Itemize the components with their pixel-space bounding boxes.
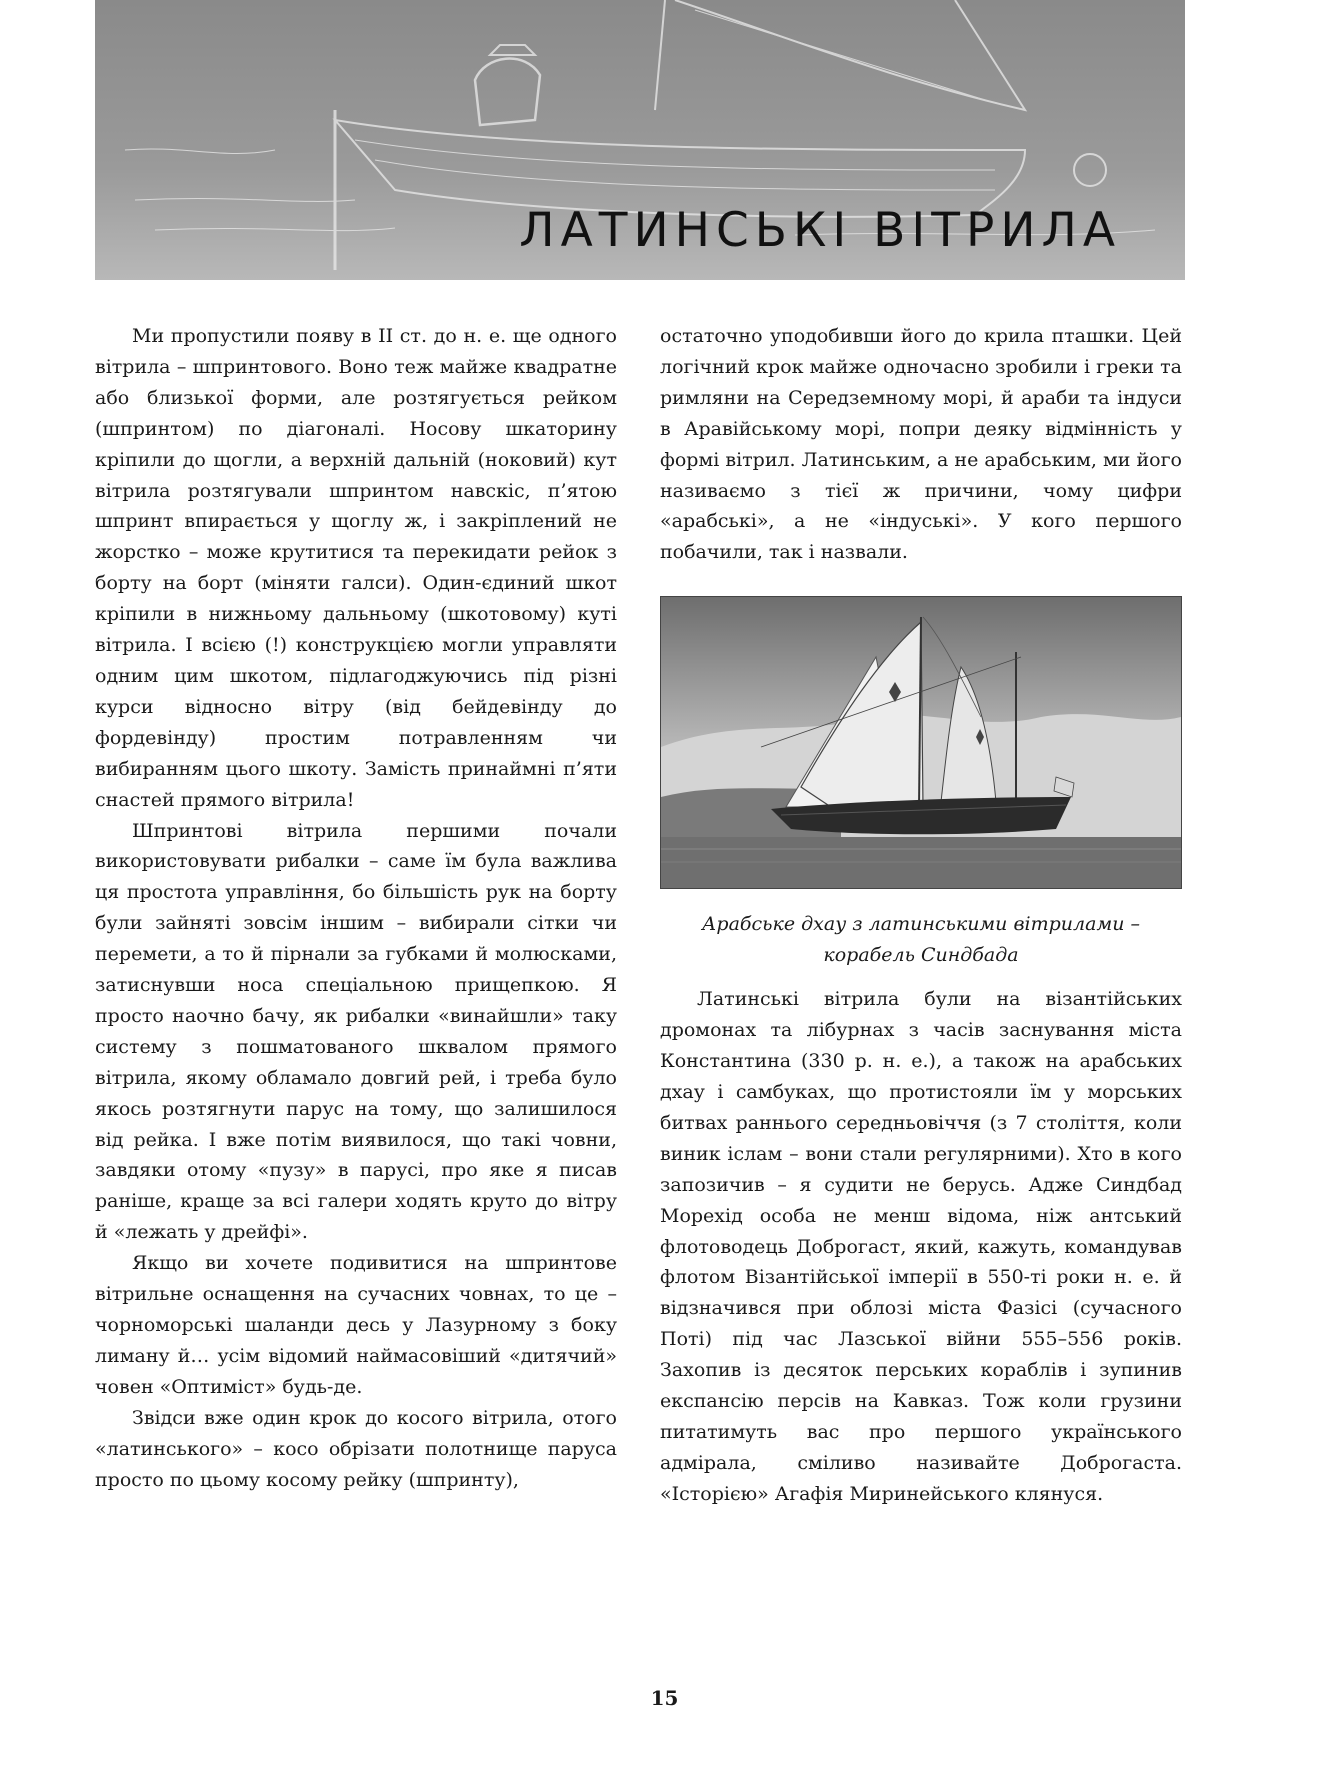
paragraph: Звідси вже один крок до косого вітрила, отого «латинського» – косо обрізати полотнище паруса просто по цьому косому рейку (шпринту), <box>95 1406 617 1491</box>
figure-caption <box>660 909 1182 971</box>
page-number: 15 <box>650 1686 679 1710</box>
left-column <box>95 321 617 1495</box>
right-column <box>660 321 1182 1510</box>
paragraph: Ми пропустили появу в II ст. до н. е. ще одного вітрила – шпринтового. Воно теж майже квадратне або близької форми, але розтягується рейком (шпринтом) по діагоналі. Носову шкаторину кріпили до щогли, а верхній дальній (ноковий) кут вітрила розтягували шпринтом навскіс, п’ятою шпринт впирається у щоглу ж, і закріплений не жорстко – може крутитися та перекидати рейок з борту на борт (міняти галси). Один-єдиний шкот кріпили в нижньому дальньому (шкотовому) куті вітрила. І всією (!) конструкцією могли управляти одним цим шкотом, підлагоджуючись під різні курси відносно вітру (від бейдевінду до фордевінду) простим потравленням чи вибиранням цього шкоту. Замість принаймні п’яти снастей прямого вітрила! <box>95 325 617 811</box>
paragraph: Шпринтові вітрила першими почали використовувати рибалки – саме їм була важлива ця простота управління, бо більшість рук на борту були зайняті зовсім іншим – вибирали сітки чи перемети, а то й пірнали за губками й молюсками, затиснувши носа спеціальною прищепкою. Я просто наочно бачу, як рибалки «винайшли» таку систему з пошматованого шквалом прямого вітрила, якому обламало довгий рей, і треба було якось розтягнути парус на тому, що залишилося від рейка. І вже потім виявилося, що такі човни, завдяки отому «пузу» в парусі, про яке я писав раніше, краще за всі галери ходять круто до вітру й «лежать у дрейфі». <box>95 819 617 1244</box>
page-title: ЛАТИНСЬКІ ВІТРИЛА <box>519 203 1121 258</box>
caption-line-2: корабель Синдбада <box>823 944 1019 967</box>
paragraph: Латинські вітрила були на візантійських дромонах та лібурнах з часів заснування міста Константина (330 р. н. е.), а також на арабських дхау і самбуках, що протистояли їм у морських битвах раннього середньовіччя (з 7 століття, коли виник іслам – вони стали регулярними). Хто в кого запозичив – я судити не берусь. Адже Синдбад Морехід особа не менш відома, ніж антський флотоводець Доброгаст, який, кажуть, командував флотом Візантійської імперії в 550-ті роки н. е. й відзначився при облозі міста Фазісі (сучасного Поті) під час Лазської війни 555–556 років. Захопив із десяток перських кораблів і зупинив експансію персів на Кавказ. Тож коли грузини питатимуть вас про першого українського адмірала, сміливо називайте Доброгаста. «Історією» Агафія Миринейського клянуся. <box>660 988 1182 1505</box>
paragraph: Якщо ви хочете подивитися на шпринтове вітрильне оснащення на сучасних човнах, то це – чорноморські шаланди десь у Лазурному з боку лиману й… усім відомий наймасовіший «дитячий» човен «Оптиміст» будь-де. <box>95 1252 617 1398</box>
header-banner <box>95 0 1185 280</box>
arab-dhow-photo <box>661 597 1181 888</box>
figure <box>660 596 1182 889</box>
caption-line-1: Арабське дхау з латинськими вітрилами – <box>702 913 1140 936</box>
paragraph-continuation: остаточно уподобивши його до крила пташки. Цей логічний крок майже одночасно зробили і греки та римляни на Середземному морі, й араби та індуси в Аравійському морі, попри деяку відмінність у формі вітрил. Латинським, а не арабським, ми його називаємо з тієї ж причини, чому цифри «арабські», а не «індуські». У кого першого побачили, так і назвали. <box>660 325 1182 564</box>
